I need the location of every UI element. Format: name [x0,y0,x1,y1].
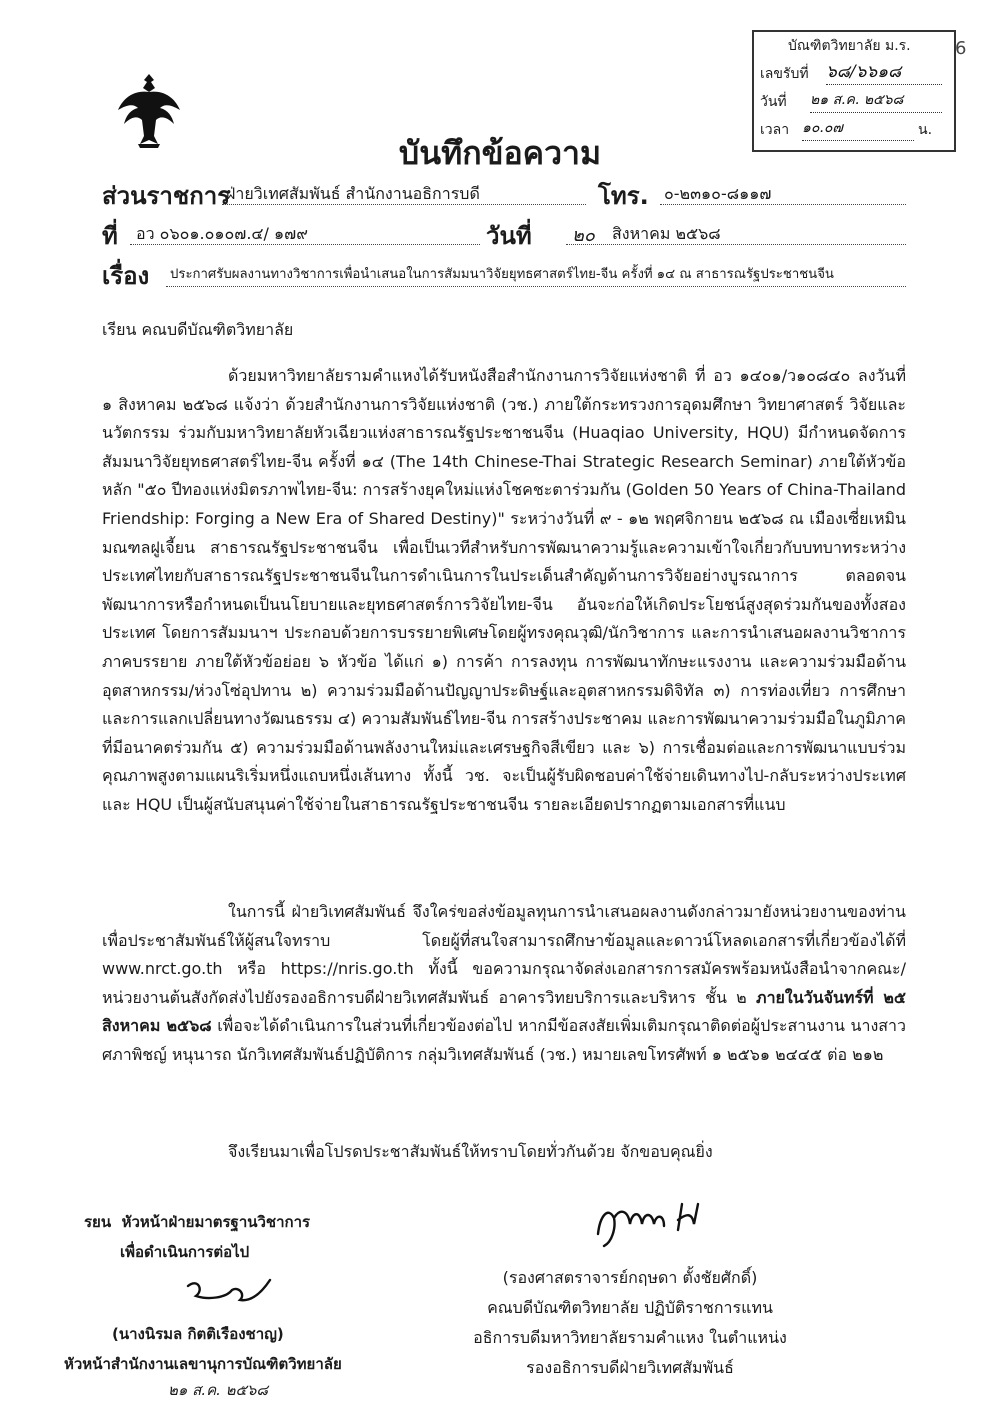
stamp-reg-label: เลขรับที่ [760,66,809,82]
tel-value: ๐-๒๓๑๐-๘๑๑๗ [664,184,772,203]
document-title: บันทึกข้อความ [398,134,602,172]
stamp-time-label: เวลา [760,122,790,138]
routing-note-recipient: หัวหน้าฝ่ายมาตรฐานวิชาการ [121,1213,311,1231]
stamp-date-label: วันที่ [760,94,787,110]
date-dotline [566,244,906,245]
ref-label: ที่ [102,222,118,250]
paragraph-2-text-b: เพื่อจะได้ดำเนินการในส่วนที่เกี่ยวข้องต่อไป หากมีข้อสงสัยเพิ่มเติมกรุณาติดต่อผู้ประสานงาน นางสาวศภาพิชญ์ หนุนารถ นักวิเทศสัมพันธ์ปฏิบัติการ กลุ่มวิเทศสัมพันธ์ (วช.) หมายเลขโทรศัพท์ ๑ ๒๕๖๑ ๒๔๔๕ ต่อ ๒๑๒ [102,1016,906,1064]
ref-value: อว ๐๖๐๑.๐๑๐๗.๔/ ๑๗๙ [136,224,308,243]
routing-note-line1 [84,1210,310,1234]
tel-label: โทร. [598,182,649,210]
signer-title-line1: คณบดีบัณฑิตวิทยาลัย ปฏิบัติราชการแทน [487,1298,773,1317]
paragraph-2-deadline: ภายในวันจันทร์ที่ ๒๕ สิงหาคม ๒๕๖๘ [102,987,907,1036]
salutation: เรียน คณบดีบัณฑิตวิทยาลัย [102,320,294,339]
routing-note-line2: เพื่อดำเนินการต่อไป [120,1243,250,1261]
routing-note-prefix: รยน [84,1213,112,1231]
note-signer-name: (นางนิรมล กิตติเรืองชาญ) [112,1325,284,1343]
paragraph-1: ด้วยมหาวิทยาลัยรามคำแหงได้รับหนังสือสำนักงานการวิจัยแห่งชาติ ที่ อว ๑๔๐๑/ว๑๐๘๔๐ ลงวันที่ ๑ สิงหาคม ๒๕๖๘ แจ้งว่า ด้วยสำนักงานการวิจัยแห่งชาติ (วช.) ภายใต้กระทรวงการอุดมศึกษา วิทยาศาสตร์ วิจัยและนวัตกรรม ร่วมกับมหาวิทยาลัยหัวเฉียวแห่งสาธารณรัฐประชาชนจีน (Huaqiao University, HQU) มีกำหนดจัดการสัมมนาวิจัยยุทธศาสตร์ไทย-จีน ครั้งที่ ๑๔ (The 14th Chinese-Thai Strategic Research Seminar) ภายใต้หัวข้อหลัก "๕๐ ปีทองแห่งมิตรภาพไทย-จีน: การสร้างยุคใหม่แห่งโชคชะตาร่วมกัน (Golden 50 Years of China-Thailand Friendship: Forging a New Era of Shared Destiny)" ระหว่างวันที่ ๙ - ๑๒ พฤศจิกายน ๒๕๖๘ ณ เมืองเซี่ยเหมิน มณฑลฝูเจี้ยน สาธารณรัฐประชาชนจีน เพื่อเป็นเวทีสำหรับการพัฒนาความรู้และความเข้าใจเกี่ยวกับบทบาทระหว่างประเทศไทยกับสาธารณรัฐประชาชนจีนในการดำเนินการในประเด็นสำคัญด้านการวิจัยอย่างบูรณาการ ตลอดจนพัฒนาการหรือกำหนดเป็นนโยบายและยุทธศาสตร์การวิจัยไทย-จีน อันจะก่อให้เกิดประโยชน์สูงสุดร่วมกันของทั้งสองประเทศ โดยการสัมมนาฯ ประกอบด้วยการบรรยายพิเศษโดยผู้ทรงคุณวุฒิ/นักวิชาการ และการนำเสนอผลงานวิชาการภาคบรรยาย ภายใต้หัวข้อย่อย ๖ หัวข้อ ได้แก่ ๑) การค้า การลงทุน การพัฒนาทักษะแรงงาน และความร่วมมือด้านอุตสาหกรรม/ห่วงโซ่อุปทาน ๒) ความร่วมมือด้านปัญญาประดิษฐ์และอุตสาหกรรมดิจิทัล ๓) การท่องเที่ยว การศึกษา และการแลกเปลี่ยนทางวัฒนธรรม ๔) ความสัมพันธ์ไทย-จีน การสร้างประชาคม และการพัฒนาความร่วมมือในภูมิภาคที่มีอนาคตร่วมกัน ๕) ความร่วมมือด้านพลังงานใหม่และเศรษฐกิจสีเขียว และ ๖) การเชื่อมต่อและการพัฒนาแบบร่วมคุณภาพสูงตามแผนริเริ่มหนึ่งแถบหนึ่งเส้นทาง ทั้งนี้ วช. จะเป็นผู้รับผิดชอบค่าใช้จ่ายเดินทางไป-กลับระหว่างประเทศ และ HQU เป็นผู้สนับสนุนค่าใช้จ่ายในสาธารณรัฐประชาชนจีน รายละเอียดปรากฏตามเอกสารที่แนบ [102,366,906,814]
stamp-reg-value: ๖๘/๖๖๑๘ [826,60,942,85]
stamp-header: บัณฑิตวิทยาลัย ม.ร. [788,38,911,54]
dean-signature-icon [586,1194,716,1254]
note-signature-icon [180,1270,280,1320]
tel-dotline [660,204,906,205]
note-date: ๒๑ ส.ค. ๒๕๖๘ [168,1381,269,1399]
paragraph-2-text-a: ในการนี้ ฝ่ายวิเทศสัมพันธ์ จึงใคร่ขอส่งข้อมูลทุนการนำเสนอผลงานดังกล่าวมายังหน่วยงานของท่านเพื่อประชาสัมพันธ์ให้ผู้สนใจทราบ โดยผู้ที่สนใจสามารถศึกษาข้อมูลและดาวน์โหลดเอกสารที่เกี่ยวข้องได้ที่ www.nrct.go.th หรือ https://nris.go.th ทั้งนี้ ขอความกรุณาจัดส่งเอกสารการสมัครพร้อมหนังสือนำจากคณะ/หน่วยงานต้นสังกัดส่งไปยังรองอธิการบดีฝ่ายวิเทศสัมพันธ์ อาคารวิทยบริการและบริหาร ชั้น ๒ [102,902,906,1007]
dept-label: ส่วนราชการ [102,182,231,210]
dept-dotline [222,204,586,205]
ref-dotline [130,244,480,245]
date-value-rest: สิงหาคม ๒๕๖๘ [612,224,721,243]
closing-line: จึงเรียนมาเพื่อโปรดประชาสัมพันธ์ให้ทราบโดยทั่วกันด้วย จักขอบคุณยิ่ง [228,1142,713,1161]
paragraph-2 [102,898,906,1070]
subject-value: ประกาศรับผลงานทางวิชาการเพื่อนำเสนอในการสัมมนาวิจัยยุทธศาสตร์ไทย-จีน ครั้งที่ ๑๔ ณ สาธารณรัฐประชาชนจีน [170,267,834,282]
subject-label: เรื่อง [102,262,150,290]
signer-title-line3: รองอธิการบดีฝ่ายวิเทศสัมพันธ์ [526,1358,734,1377]
subject-dotline [166,286,906,287]
margin-mark: 6 [955,38,967,59]
signer-name: (รองศาสตราจารย์กฤษดา ตั้งชัยศักดิ์) [502,1268,758,1287]
date-value-day: ๒๐ [572,225,595,246]
stamp-date-value: ๒๑ ส.ค. ๒๕๖๘ [810,88,942,113]
signer-title-line2: อธิการบดีมหาวิทยาลัยรามคำแหง ในตำแหน่ง [473,1328,787,1347]
date-label: วันที่ [486,222,532,250]
note-signer-position: หัวหน้าสำนักงานเลขานุการบัณฑิตวิทยาลัย [64,1355,342,1373]
dept-value: ฝ่ายวิเทศสัมพันธ์ สำนักงานอธิการบดี [226,184,480,203]
stamp-time-value: ๑๐.๐๗ [802,116,914,141]
stamp-time-suffix: น. [918,122,933,138]
